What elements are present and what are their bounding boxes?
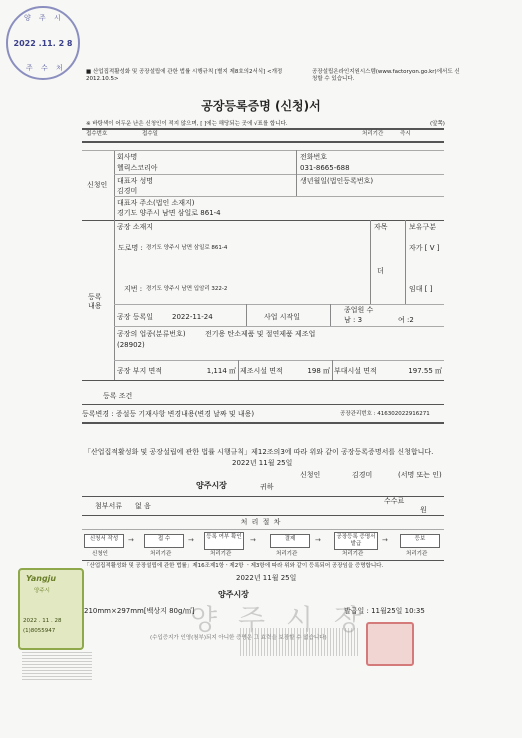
paper-spec: 210mm×297mm[백상지 80g/㎡]	[84, 607, 195, 615]
rep-value: 김경미	[117, 187, 138, 195]
road-label: 도로명 :	[118, 244, 143, 252]
lot-label: 지번 :	[124, 285, 143, 293]
table-top-border	[82, 128, 444, 130]
phone-value: 031-8665-688	[300, 164, 350, 172]
law-reference: ■ 산업집적활성화 및 공장설립에 관한 법률 시행규칙 [별지 제8호의2서식] <개정 2012.10.5>	[86, 69, 283, 82]
arrow-right-icon: →	[382, 536, 388, 544]
management-number: 공장관리번호 : 416302022916271	[340, 411, 430, 417]
notice: ※ 바탕색이 어두운 난은 신청인이 적지 않으며, [ ]에는 해당되는 곳에 √표를 합니다.	[86, 121, 288, 127]
divider	[114, 220, 115, 380]
divider	[114, 304, 444, 305]
receipt-date-label: 접수일	[142, 131, 158, 137]
certification-text: 「산업집적활성화 및 공장설립에 관한 법률」제16조제1항ㆍ제2항 ㆍ제3항에 따라 위와 같이 등록되어 공장임을 증명합니다.	[84, 563, 384, 569]
page-side: (앞쪽)	[430, 121, 445, 127]
mfg-area-value: 198 ㎡	[307, 367, 330, 375]
procedure-step: 결제	[270, 534, 310, 548]
procedure-title: 처 리 절 차	[240, 518, 282, 526]
applicant-section-label: 신청인	[87, 181, 108, 189]
procedure-actor: 신청인	[92, 551, 108, 557]
fee-label: 수수료	[384, 497, 405, 505]
company-label: 회사명	[117, 153, 138, 161]
industry-label: 공장의 업종(분류번호)	[117, 330, 186, 338]
procedure-actor: 처리기관	[150, 551, 172, 557]
procedure-actor: 처리기관	[276, 551, 298, 557]
attachment-value: 없 음	[135, 502, 151, 510]
table-row-border	[82, 141, 444, 143]
arrow-right-icon: →	[128, 536, 134, 544]
site-area-label: 공장 부지 면적	[117, 367, 163, 375]
signer-name: 김경미	[352, 471, 373, 479]
arrow-right-icon: →	[188, 536, 194, 544]
start-date-label: 사업 시작일	[264, 313, 301, 321]
divider	[330, 304, 331, 326]
stamp-city: 양 주 시	[24, 14, 64, 22]
site-reference: 공장설립온라인지원시스템(www.factoryon.go.kr)에서도 신청할 수 있습니다.	[312, 69, 460, 82]
received-stamp	[6, 6, 80, 80]
official-seal	[366, 622, 414, 666]
divider	[246, 304, 247, 326]
divider	[82, 529, 444, 530]
industry-code: (28902)	[117, 341, 145, 349]
issue-time: 발급일 : 11월25일 10:35	[344, 607, 425, 615]
divider	[82, 220, 444, 221]
divider	[332, 360, 333, 380]
revenue-stamp	[18, 568, 84, 650]
official-seal-text: 양 주 시 장	[190, 603, 367, 636]
registration-section-label: 등록 내용	[88, 293, 102, 310]
divider	[114, 150, 115, 220]
owner-side-char: 더	[377, 267, 384, 275]
stamp-city-kr: 양주시	[34, 588, 50, 594]
own-checkbox: 자가 [ V ]	[409, 244, 440, 252]
period-value: 즉시	[400, 131, 411, 137]
stamp-date: 2022 . 11 . 28	[23, 618, 62, 624]
divider	[114, 360, 444, 361]
rep-label: 대표자 성명	[117, 177, 154, 185]
declaration-date: 2022년 11월 25일	[232, 459, 293, 467]
industry-value: 전기용 탄소제품 및 절연제품 제조업	[205, 330, 316, 338]
procedure-step: 접 수	[144, 534, 184, 548]
employees-label: 종업원 수	[344, 306, 374, 314]
procedure-actor: 처리기관	[210, 551, 232, 557]
signer-label: 신청인	[300, 471, 321, 479]
divider	[82, 150, 444, 151]
divider	[82, 560, 444, 561]
document-title: 공장등록증명 (신청)서	[201, 99, 321, 113]
certification-date: 2022년 11월 25일	[236, 574, 297, 582]
aux-area-value: 197.55 ㎡	[408, 367, 442, 375]
receipt-no-label: 접수번호	[86, 131, 108, 137]
reg-date-value: 2022-11-24	[172, 313, 213, 321]
divider	[114, 174, 444, 175]
divider	[405, 220, 406, 304]
address-value: 경기도 양주시 남면 삼일로 861-4	[117, 209, 221, 217]
procedure-step: 신청서 작성	[84, 534, 124, 548]
location-label: 공장 소재지	[117, 223, 154, 231]
period-label: 처리기간	[362, 131, 384, 137]
divider	[82, 380, 444, 381]
divider	[370, 220, 371, 304]
arrow-right-icon: →	[315, 536, 321, 544]
divider	[82, 422, 444, 424]
lot-value: 경기도 양주시 남면 입암리 322-2	[146, 286, 228, 292]
divider	[114, 326, 444, 327]
fee-value: 원	[420, 506, 427, 514]
site-area-value: 1,114 ㎡	[206, 367, 236, 375]
security-pattern	[240, 628, 360, 656]
address-label: 대표자 주소(법인 소재지)	[117, 199, 195, 207]
condition-label: 등록 조건	[103, 392, 133, 400]
reg-date-label: 공장 등록일	[117, 313, 154, 321]
stamp-date: 2022 .11. 2 8	[13, 39, 73, 48]
rent-checkbox: 임대 [ ]	[409, 285, 433, 293]
attachment-label: 첨부서류	[95, 502, 123, 510]
security-pattern	[22, 650, 92, 680]
owner-label: 자목	[374, 223, 388, 231]
arrow-right-icon: →	[250, 536, 256, 544]
change-text: 등록변경 : 증설등 기재사항 변경내용(변경 날짜 및 내용)	[82, 410, 255, 418]
validity-note: (수입증지가 인영(첨부)되지 아니한 증명은 그 효력을 보장할 수 없습니다)	[150, 635, 327, 641]
company-value: 헬릭스코리아	[117, 164, 158, 172]
sign-note: (서명 또는 인)	[398, 471, 442, 479]
stamp-serial: (1)8055947	[23, 628, 56, 634]
divider	[238, 360, 239, 380]
ownership-type-label: 보유구분	[409, 223, 437, 231]
stamp-city-en: Yangju	[26, 574, 57, 583]
road-value: 경기도 양주시 남면 삼일로 861-4	[146, 245, 228, 251]
stamp-dept: 주 수 처	[26, 64, 66, 72]
employees-male: 남 : 3	[344, 316, 363, 324]
procedure-actor: 처리기관	[342, 551, 364, 557]
procedure-step: 등록 여부 확인	[204, 532, 244, 550]
phone-label: 전화번호	[300, 153, 328, 161]
divider	[296, 150, 297, 196]
mfg-area-label: 제조시설 면적	[240, 367, 283, 375]
addressee-suffix: 귀하	[260, 483, 274, 491]
certification-issuer: 양주시장	[218, 590, 249, 599]
aux-area-label: 부대시설 면적	[334, 367, 377, 375]
birth-label: 생년월일(법인등록번호)	[300, 177, 374, 185]
employees-female: 여 :2	[398, 316, 414, 324]
divider	[82, 515, 444, 516]
addressee: 양주시장	[196, 481, 227, 490]
declaration-text: 「산업집적활성화 및 공장설립에 관한 법률 시행규칙」제12조의3에 따라 위와 같이 공장등록증명서를 신청합니다.	[84, 448, 434, 456]
procedure-actor: 처리기관	[406, 551, 428, 557]
procedure-step: 공장등록 증명서발급	[334, 532, 378, 550]
procedure-step: 등보	[400, 534, 440, 548]
divider	[114, 196, 444, 197]
divider	[82, 404, 444, 405]
